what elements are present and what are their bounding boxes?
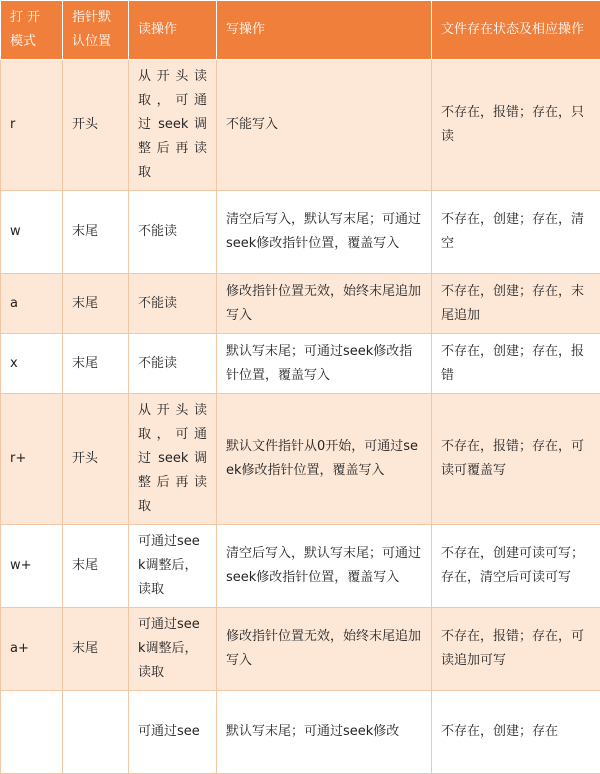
- table-row: [1, 691, 600, 774]
- write-cell: 修改指针位置无效，始终末尾追加写入: [217, 608, 432, 691]
- mode-cell: w+: [1, 525, 63, 608]
- pointer-cell: [63, 691, 129, 774]
- header-read-op: 读操作: [129, 1, 217, 60]
- mode-cell: r+: [1, 394, 63, 525]
- status-cell: 不存在，报错；存在，只读: [432, 60, 600, 191]
- pointer-cell: 开头: [63, 60, 129, 191]
- write-cell: 默认写末尾；可通过seek修改指针位置，覆盖写入: [217, 334, 432, 394]
- status-cell: 不存在，创建；存在，末尾追加: [432, 274, 600, 334]
- write-cell: 清空后写入，默认写末尾；可通过seek修改指针位置，覆盖写入: [217, 191, 432, 274]
- mode-cell: x: [1, 334, 63, 394]
- mode-cell: a+: [1, 608, 63, 691]
- read-cell: 可通过see: [129, 691, 217, 774]
- read-cell: 从 开 头 读 取 ， 可 通 过 seek 调 整 后 再 读 取: [129, 394, 217, 525]
- mode-cell: w: [1, 191, 63, 274]
- table-header-row: [1, 1, 600, 60]
- write-cell: 默认文件指针从0开始，可通过seek修改指针位置，覆盖写入: [217, 394, 432, 525]
- header-write-op: 写操作: [217, 1, 432, 60]
- mode-cell: a: [1, 274, 63, 334]
- pointer-cell: 末尾: [63, 334, 129, 394]
- read-cell: 可通过seek调整后，读取: [129, 525, 217, 608]
- status-cell: 不存在，创建；存在，报错: [432, 334, 600, 394]
- write-cell: 默认写末尾；可通过seek修改: [217, 691, 432, 774]
- table-row: [1, 60, 600, 191]
- pointer-cell: 末尾: [63, 608, 129, 691]
- status-cell: 不存在，报错；存在，可读追加可写: [432, 608, 600, 691]
- table-row: [1, 525, 600, 608]
- table-row: [1, 394, 600, 525]
- read-cell: 不能读: [129, 334, 217, 394]
- read-cell: 从 开 头 读 取 ， 可 通 过 seek 调 整 后 再 读 取: [129, 60, 217, 191]
- table-row: [1, 608, 600, 691]
- pointer-cell: 末尾: [63, 191, 129, 274]
- status-cell: 不存在，创建可读可写；存在，清空后可读可写: [432, 525, 600, 608]
- pointer-cell: 末尾: [63, 525, 129, 608]
- write-cell: 不能写入: [217, 60, 432, 191]
- pointer-cell: 开头: [63, 394, 129, 525]
- table-row: [1, 334, 600, 394]
- read-cell: 不能读: [129, 274, 217, 334]
- mode-cell: r: [1, 60, 63, 191]
- read-cell: 可通过seek调整后，读取: [129, 608, 217, 691]
- status-cell: 不存在，报错；存在，可读可覆盖写: [432, 394, 600, 525]
- mode-cell: [1, 691, 63, 774]
- pointer-cell: 末尾: [63, 274, 129, 334]
- status-cell: 不存在，创建；存在: [432, 691, 600, 774]
- table-row: [1, 274, 600, 334]
- write-cell: 修改指针位置无效，始终末尾追加写入: [217, 274, 432, 334]
- write-cell: 清空后写入，默认写末尾；可通过seek修改指针位置，覆盖写入: [217, 525, 432, 608]
- header-pointer-default: 指针默认位置: [63, 1, 129, 60]
- read-cell: 不能读: [129, 191, 217, 274]
- header-open-mode: 打 开 模式: [1, 1, 63, 60]
- table-row: [1, 191, 600, 274]
- status-cell: 不存在，创建；存在，清空: [432, 191, 600, 274]
- header-file-status: 文件存在状态及相应操作: [432, 1, 600, 60]
